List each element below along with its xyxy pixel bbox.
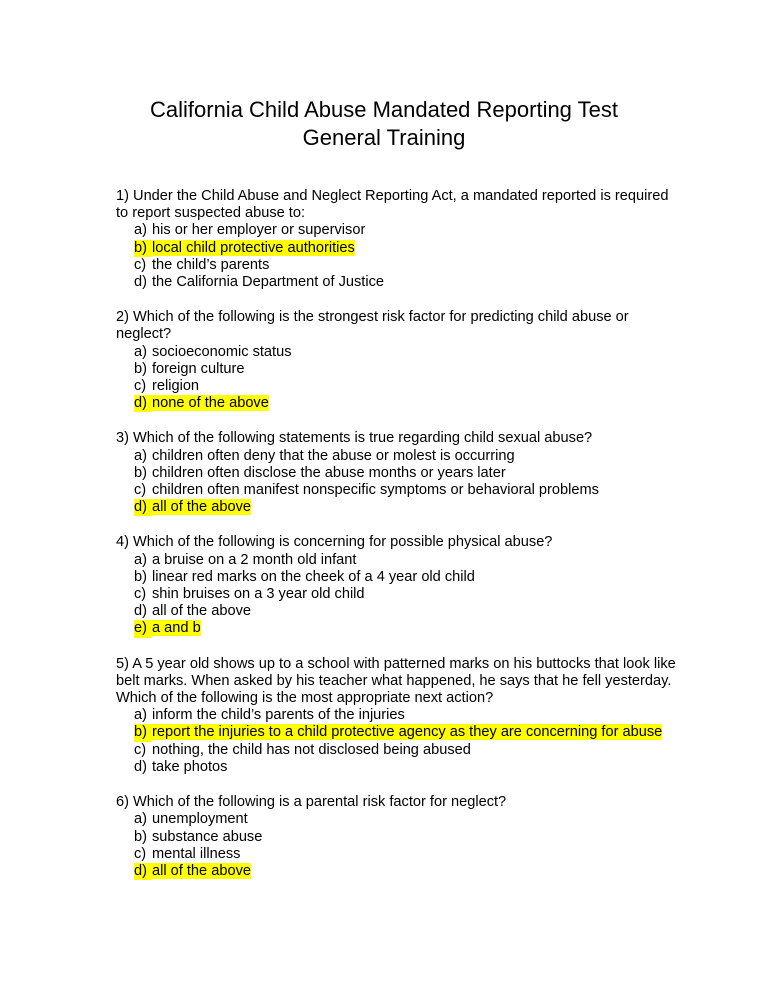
title-line-1: California Child Abuse Mandated Reporting Test	[150, 97, 618, 122]
answer-option	[134, 552, 676, 569]
option-letter: a)	[134, 707, 147, 724]
option-text: shin bruises on a 3 year old child	[152, 586, 365, 603]
answer-option	[134, 603, 676, 620]
option-text: a bruise on a 2 month old infant	[152, 551, 357, 568]
option-text: his or her employer or supervisor	[152, 222, 366, 239]
question-stem: 6) Which of the following is a parental risk factor for neglect?	[116, 794, 507, 811]
question-list	[116, 188, 676, 898]
option-text-wrap	[152, 863, 676, 880]
option-letter: b)	[134, 568, 147, 585]
answer-option	[134, 759, 676, 776]
option-text: linear red marks on the cheek of a 4 year old child	[152, 568, 475, 585]
option-text-wrap	[152, 603, 676, 620]
option-letter: d)	[134, 499, 152, 516]
option-letter: b)	[134, 464, 147, 481]
option-letter: c)	[134, 586, 147, 603]
answer-options	[116, 552, 676, 638]
question-stem: 1) Under the Child Abuse and Neglect Reporting Act, a mandated reported is required to report suspected abuse to:	[116, 188, 669, 222]
option-text: socioeconomic status	[152, 343, 292, 360]
question-3	[116, 430, 676, 516]
option-letter: b)	[134, 828, 147, 845]
option-letter: b)	[134, 240, 152, 257]
answer-options	[116, 222, 676, 291]
answer-option-highlighted	[134, 724, 676, 741]
question-5	[116, 656, 676, 776]
option-text-wrap	[152, 759, 676, 776]
answer-option-highlighted	[134, 863, 676, 880]
option-text-wrap	[152, 707, 676, 724]
answer-option-highlighted	[134, 499, 676, 516]
option-text: children often deny that the abuse or molest is occurring	[152, 447, 515, 464]
option-letter: e)	[134, 620, 152, 637]
answer-option	[134, 707, 676, 724]
option-text-wrap	[152, 395, 676, 412]
question-6	[116, 794, 676, 880]
option-text-wrap	[152, 378, 676, 395]
question-stem: 3) Which of the following statements is true regarding child sexual abuse?	[116, 430, 593, 447]
option-text-wrap	[152, 742, 676, 759]
option-letter: a)	[134, 447, 147, 464]
answer-option	[134, 586, 676, 603]
question-stem: 2) Which of the following is the strongest risk factor for predicting child abuse or neglect?	[116, 309, 629, 343]
option-text: report the injuries to a child protective agency as they are concerning for abuse	[152, 724, 663, 741]
title-line-2: General Training	[302, 125, 466, 150]
answer-options	[116, 707, 676, 776]
option-text: the child’s parents	[152, 256, 270, 273]
option-text-wrap	[152, 274, 676, 291]
option-text: none of the above	[152, 395, 269, 412]
option-letter: a)	[134, 551, 147, 568]
answer-option	[134, 811, 676, 828]
option-letter: c)	[134, 741, 147, 758]
option-text: children often disclose the abuse months or years later	[152, 464, 506, 481]
answer-option	[134, 448, 676, 465]
option-text-wrap	[152, 620, 676, 637]
option-text: nothing, the child has not disclosed being abused	[152, 741, 471, 758]
option-letter: d)	[134, 603, 147, 620]
option-text-wrap	[152, 846, 676, 863]
option-text-wrap	[152, 240, 676, 257]
answer-options	[116, 344, 676, 413]
option-letter: a)	[134, 811, 147, 828]
option-text: mental illness	[152, 845, 241, 862]
option-text-wrap	[152, 811, 676, 828]
option-text: take photos	[152, 758, 228, 775]
option-text-wrap	[152, 222, 676, 239]
option-letter: a)	[134, 343, 147, 360]
option-text: all of the above	[152, 499, 251, 516]
answer-option	[134, 378, 676, 395]
question-4	[116, 534, 676, 637]
option-letter: a)	[134, 222, 147, 239]
answer-option	[134, 274, 676, 291]
option-text-wrap	[152, 465, 676, 482]
option-letter: b)	[134, 724, 152, 741]
answer-option	[134, 344, 676, 361]
option-text: substance abuse	[152, 828, 263, 845]
answer-option	[134, 222, 676, 239]
question-stem: 5) A 5 year old shows up to a school with patterned marks on his buttocks that look like belt marks. When asked by his teacher what happened, he says that he fell yesterday. Which of the following is the most appropriate next action?	[116, 655, 676, 707]
option-text: inform the child’s parents of the injuries	[152, 707, 405, 724]
answer-options	[116, 811, 676, 880]
option-text: the California Department of Justice	[152, 274, 384, 291]
answer-option-highlighted	[134, 620, 676, 637]
option-letter: c)	[134, 482, 147, 499]
option-text-wrap	[152, 482, 676, 499]
option-text-wrap	[152, 569, 676, 586]
option-letter: d)	[134, 863, 152, 880]
option-text: religion	[152, 378, 200, 395]
option-letter: d)	[134, 274, 147, 291]
option-text-wrap	[152, 724, 676, 741]
option-letter: c)	[134, 256, 147, 273]
option-text: foreign culture	[152, 360, 245, 377]
answer-option	[134, 465, 676, 482]
option-text-wrap	[152, 361, 676, 378]
answer-option	[134, 829, 676, 846]
option-text-wrap	[152, 586, 676, 603]
answer-option	[134, 361, 676, 378]
answer-option-highlighted	[134, 395, 676, 412]
option-text: all of the above	[152, 862, 251, 879]
option-text-wrap	[152, 257, 676, 274]
option-text-wrap	[152, 552, 676, 569]
answer-option-highlighted	[134, 240, 676, 257]
question-2	[116, 309, 676, 412]
option-text: all of the above	[152, 603, 251, 620]
document-title	[0, 96, 768, 152]
option-letter: c)	[134, 378, 147, 395]
option-letter: d)	[134, 395, 152, 412]
option-text-wrap	[152, 448, 676, 465]
option-text: unemployment	[152, 811, 248, 828]
answer-option	[134, 742, 676, 759]
option-letter: d)	[134, 758, 147, 775]
question-1	[116, 188, 676, 291]
answer-options	[116, 448, 676, 517]
answer-option	[134, 257, 676, 274]
answer-option	[134, 569, 676, 586]
option-text-wrap	[152, 499, 676, 516]
option-text: a and b	[152, 620, 201, 637]
option-text: children often manifest nonspecific symptoms or behavioral problems	[152, 482, 599, 499]
option-text-wrap	[152, 344, 676, 361]
option-text-wrap	[152, 829, 676, 846]
answer-option	[134, 846, 676, 863]
option-letter: b)	[134, 360, 147, 377]
option-text: local child protective authorities	[152, 239, 355, 256]
answer-option	[134, 482, 676, 499]
option-letter: c)	[134, 845, 147, 862]
question-stem: 4) Which of the following is concerning for possible physical abuse?	[116, 534, 553, 551]
